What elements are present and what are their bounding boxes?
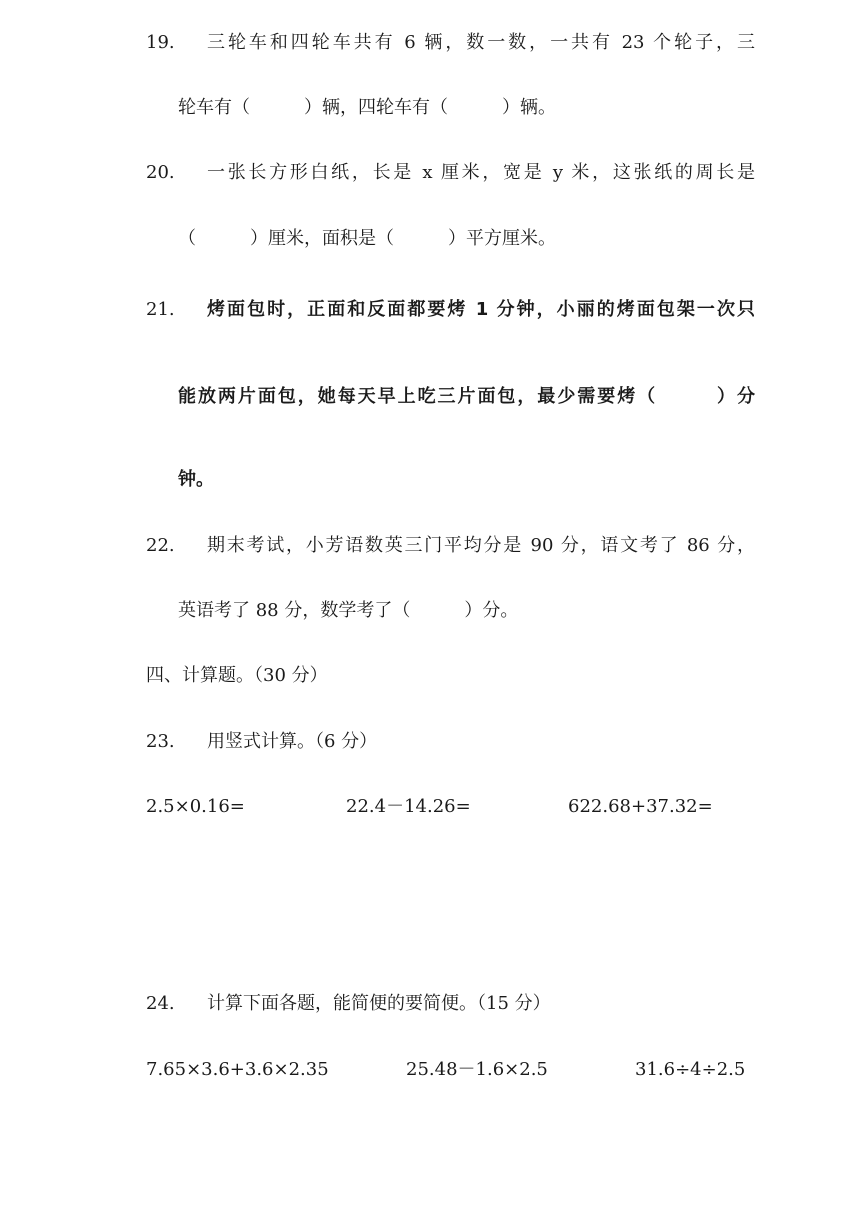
question-number-24: 24. [146, 993, 175, 1014]
question-21-line-1: 烤面包时，正面和反面都要烤 1 分钟，小丽的烤面包架一次只 [207, 299, 755, 320]
expression-23-1: 2.5×0.16= [146, 796, 245, 817]
question-19-line-1: 三轮车和四轮车共有 6 辆，数一数，一共有 23 个轮子，三 [207, 32, 755, 53]
question-24-text: 计算下面各题，能简便的要简便。（15 分） [207, 993, 551, 1014]
question-20-line-2: （ ）厘米，面积是（ ）平方厘米。 [178, 228, 556, 249]
expression-24-3: 31.6÷4÷2.5 [635, 1059, 746, 1080]
question-19-line-2: 轮车有（ ）辆，四轮车有（ ）辆。 [178, 97, 556, 118]
question-number-19: 19. [146, 32, 175, 53]
question-number-20: 20. [146, 162, 175, 183]
question-21-line-3: 钟。 [178, 469, 214, 490]
question-number-23: 23. [146, 731, 175, 752]
question-number-21: 21. [146, 299, 175, 320]
question-23-text: 用竖式计算。（6 分） [207, 731, 378, 752]
question-21-line-2: 能放两片面包，她每天早上吃三片面包，最少需要烤（ ）分 [178, 386, 755, 407]
expression-23-2: 22.4－14.26= [346, 796, 471, 817]
section-title: 四、计算题。（30 分） [146, 665, 328, 686]
question-22-line-1: 期末考试，小芳语数英三门平均分是 90 分，语文考了 86 分， [207, 535, 755, 556]
expression-23-3: 622.68+37.32= [568, 796, 713, 817]
expression-24-1: 7.65×3.6+3.6×2.35 [146, 1059, 329, 1080]
question-20-line-1: 一张长方形白纸，长是 x 厘米，宽是 y 米，这张纸的周长是 [207, 162, 755, 183]
question-22-line-2: 英语考了 88 分，数学考了（ ）分。 [178, 600, 519, 621]
question-number-22: 22. [146, 535, 175, 556]
expression-24-2: 25.48－1.6×2.5 [406, 1059, 548, 1080]
